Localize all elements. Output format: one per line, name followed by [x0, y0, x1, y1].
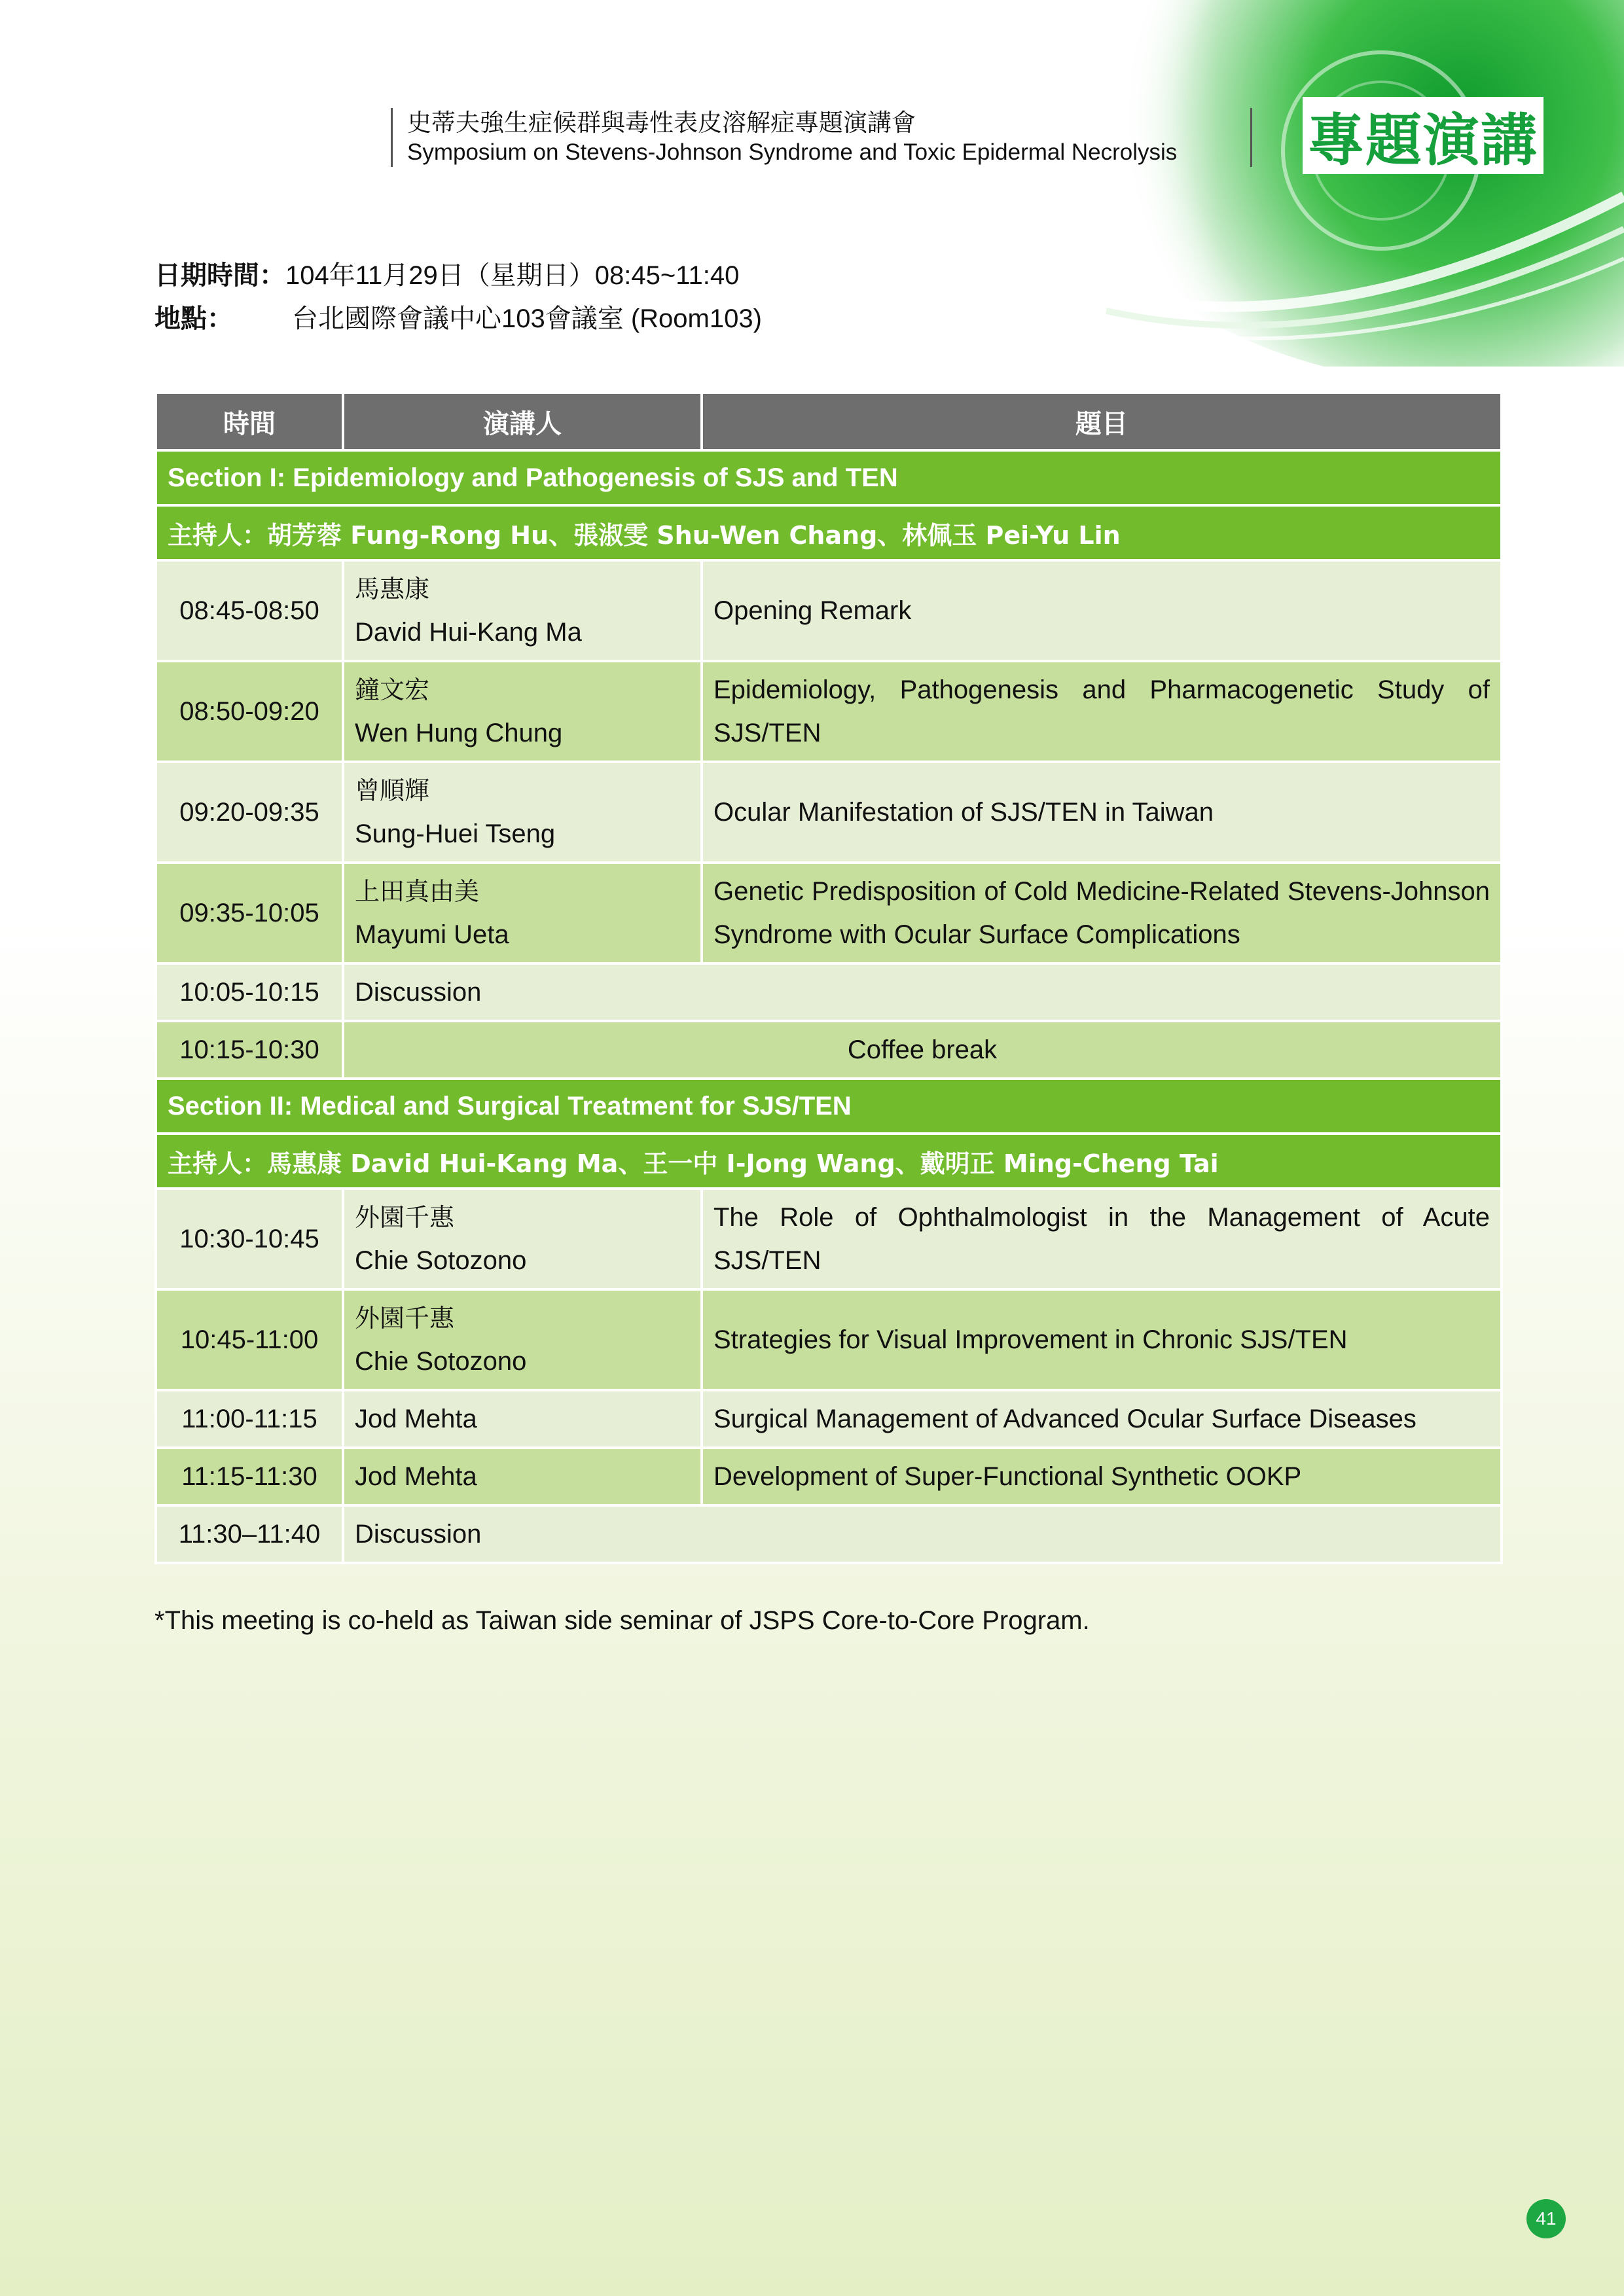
row-speaker: [343, 560, 702, 661]
venue-label: [154, 302, 292, 335]
col-header-time: 時間: [156, 393, 343, 450]
table-row: [156, 1189, 1502, 1289]
info-venue: [154, 302, 762, 335]
row-topic: Development of Super-Functional Synthetic OOKP: [702, 1448, 1502, 1505]
row-time: 09:35-10:05: [156, 863, 343, 963]
row-topic: Opening Remark: [702, 560, 1502, 661]
speaker-en: Mayumi Ueta: [355, 920, 509, 949]
header-title-block: [391, 108, 1177, 167]
speaker-en: David Hui-Kang Ma: [355, 618, 582, 647]
row-speaker: Jod Mehta: [343, 1448, 702, 1505]
table-row: [156, 762, 1502, 863]
page-number: 41: [1526, 2199, 1566, 2238]
table-row: [156, 1448, 1502, 1505]
row-time: 10:45-11:00: [156, 1289, 343, 1390]
col-header-topic: 題目: [702, 393, 1502, 450]
row-speaker: [343, 661, 702, 762]
row-time: 10:05-10:15: [156, 963, 343, 1021]
speaker-en: Chie Sotozono: [355, 1347, 527, 1376]
speaker-en: Chie Sotozono: [355, 1246, 527, 1275]
row-speaker: [343, 863, 702, 963]
date-label: 日期時間：: [154, 260, 285, 291]
row-time: 09:20-09:35: [156, 762, 343, 863]
schedule-table: [154, 391, 1503, 1564]
section-row: [156, 450, 1502, 505]
row-topic: Genetic Predisposition of Cold Medicine-Related Stevens-Johnson Syndrome with Ocular Surface Complications: [702, 863, 1502, 963]
row-discussion: Discussion: [343, 963, 1502, 1021]
section-2-title: Section II: Medical and Surgical Treatment for SJS/TEN: [156, 1079, 1502, 1134]
section-row: [156, 1079, 1502, 1134]
section-1-hosts: 主持人：胡芳蓉 Fung-Rong Hu、張淑雯 Shu-Wen Chang、林佩玉 Pei-Yu Lin: [156, 505, 1502, 560]
speaker-zh: 外園千惠: [355, 1203, 455, 1232]
table-row: [156, 1289, 1502, 1390]
table-header-row: [156, 393, 1502, 450]
row-coffee-break: Coffee break: [343, 1021, 1502, 1079]
header-badge: 專題演講: [1303, 97, 1543, 174]
speaker-en: Sung-Huei Tseng: [355, 819, 556, 848]
row-time: 11:00-11:15: [156, 1390, 343, 1448]
date-value: 104年11月29日（星期日）08:45~11:40: [285, 261, 740, 290]
table-row: [156, 1390, 1502, 1448]
speaker-zh: 鐘文宏: [355, 675, 430, 704]
row-speaker: [343, 1289, 702, 1390]
row-speaker: [343, 1189, 702, 1289]
row-time: 10:30-10:45: [156, 1189, 343, 1289]
info-date: [154, 259, 739, 292]
row-topic: The Role of Ophthalmologist in the Management of Acute SJS/TEN: [702, 1189, 1502, 1289]
col-header-speaker: 演講人: [343, 393, 702, 450]
venue-value: 台北國際會議中心103會議室 (Room103): [292, 304, 762, 333]
venue-label-a: 地: [154, 304, 181, 334]
row-topic: Strategies for Visual Improvement in Chronic SJS/TEN: [702, 1289, 1502, 1390]
speaker-en: Wen Hung Chung: [355, 719, 563, 747]
speaker-zh: 曾順輝: [355, 776, 430, 805]
row-time: 11:15-11:30: [156, 1448, 343, 1505]
section-2-hosts: 主持人：馬惠康 David Hui-Kang Ma、王一中 I-Jong Wang、戴明正 Ming-Cheng Tai: [156, 1134, 1502, 1189]
row-discussion: Discussion: [343, 1505, 1502, 1563]
row-time: 11:30–11:40: [156, 1505, 343, 1563]
table-row: [156, 1021, 1502, 1079]
row-topic: Epidemiology, Pathogenesis and Pharmacogenetic Study of SJS/TEN: [702, 661, 1502, 762]
host-row: [156, 1134, 1502, 1189]
header-divider: [1250, 108, 1252, 167]
row-time: 10:15-10:30: [156, 1021, 343, 1079]
table-row: [156, 1505, 1502, 1563]
speaker-zh: 馬惠康: [355, 575, 430, 603]
row-speaker: [343, 762, 702, 863]
speaker-zh: 外園千惠: [355, 1304, 455, 1333]
table-row: [156, 661, 1502, 762]
table-row: [156, 863, 1502, 963]
row-topic: Ocular Manifestation of SJS/TEN in Taiwan: [702, 762, 1502, 863]
header-title-en: Symposium on Stevens-Johnson Syndrome and Toxic Epidermal Necrolysis: [407, 139, 1178, 165]
row-time: 08:45-08:50: [156, 560, 343, 661]
row-time: 08:50-09:20: [156, 661, 343, 762]
table-row: [156, 560, 1502, 661]
table-row: [156, 963, 1502, 1021]
header-title-zh: 史蒂夫強生症候群與毒性表皮溶解症專題演講會: [407, 109, 916, 137]
section-1-title: Section I: Epidemiology and Pathogenesis of SJS and TEN: [156, 450, 1502, 505]
row-topic: Surgical Management of Advanced Ocular Surface Diseases: [702, 1390, 1502, 1448]
venue-label-b: 點：: [181, 304, 233, 334]
row-speaker: Jod Mehta: [343, 1390, 702, 1448]
speaker-zh: 上田真由美: [355, 877, 480, 906]
footnote: *This meeting is co-held as Taiwan side seminar of JSPS Core-to-Core Program.: [154, 1606, 1090, 1635]
host-row: [156, 505, 1502, 560]
